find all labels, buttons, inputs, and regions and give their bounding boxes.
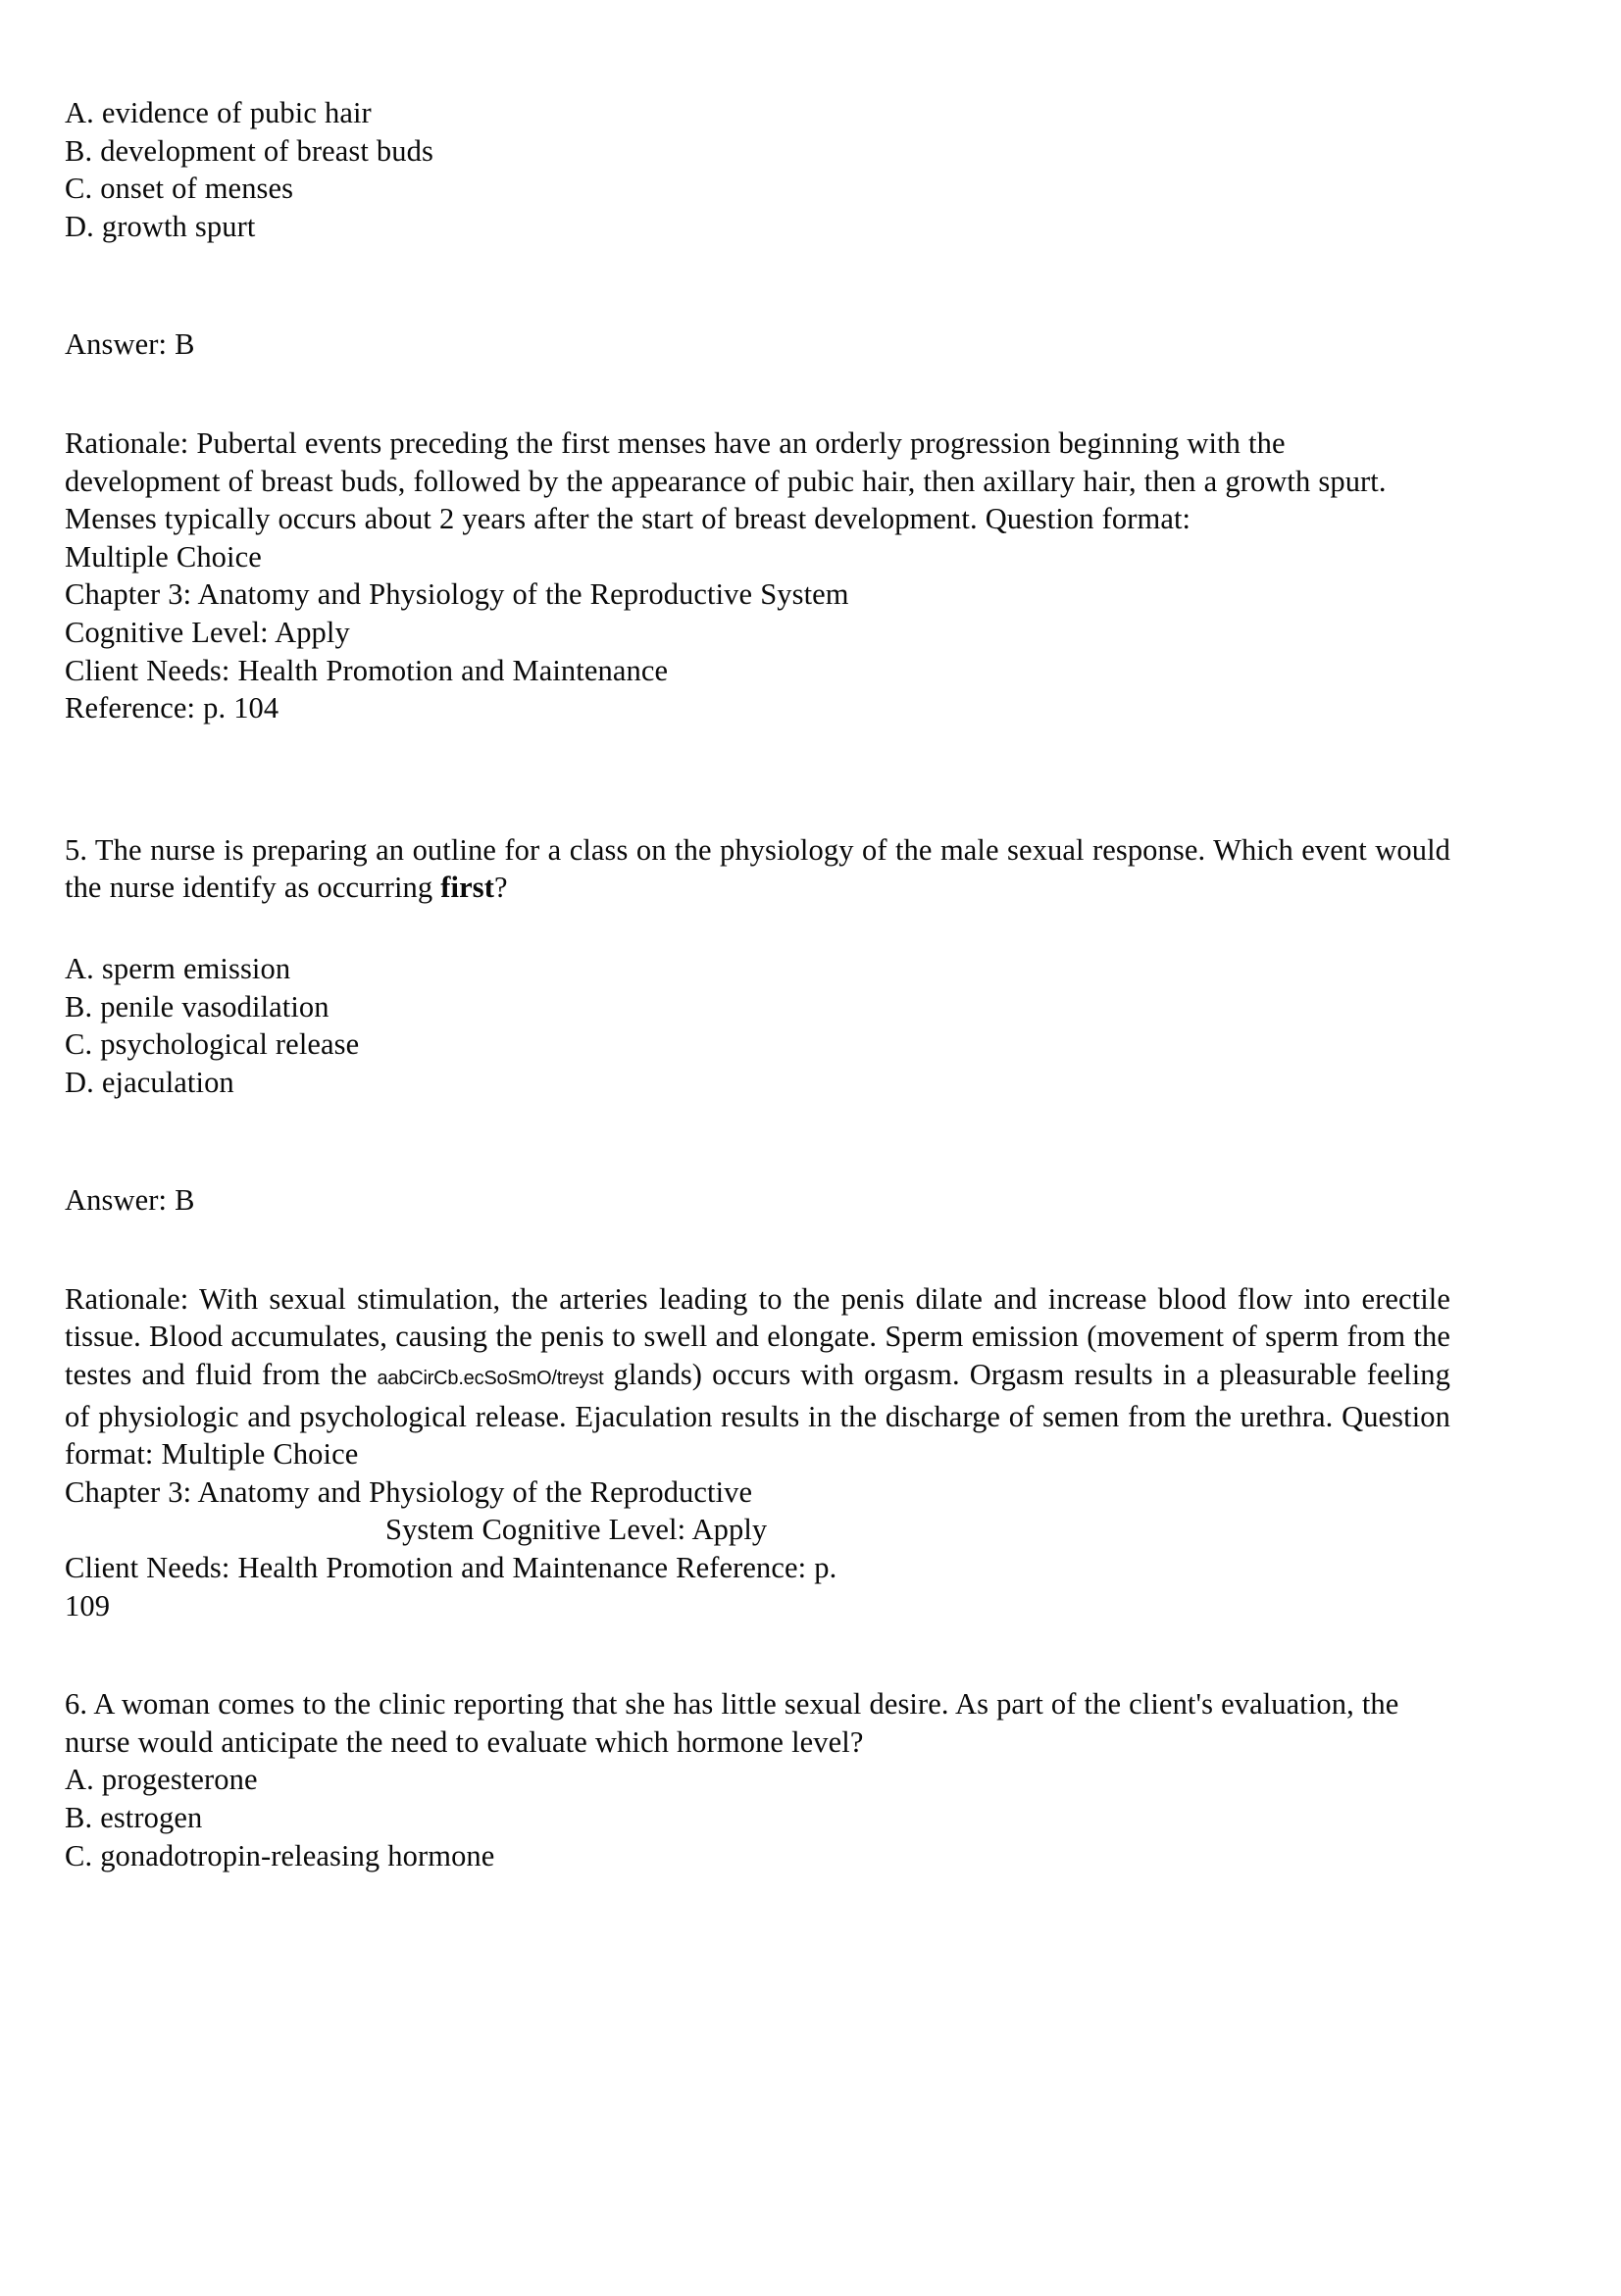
q4-rationale: Rationale: Pubertal events preceding the first menses have an orderly progression beginning with the development of breast buds, followed by the appearance of pubic hair, then axillary hair, then a growth spurt. Menses typically occurs about 2 years after the start of breast development. Question format: — [65, 425, 1387, 536]
q5-stem — [65, 831, 1450, 907]
q5-rationale-text-2: glands) occurs with orgasm. Orgasm results in a pleasurable feeling of physiologic and psychological release. Ejaculation results in the discharge of semen from the urethra. Question format: Multiple Choice — [65, 1358, 1450, 1472]
ocr-garbled-fragment: aabCirCb.ecSoSmO/treyst — [377, 1368, 604, 1390]
q5-rationale — [65, 1280, 1450, 1473]
spacer — [65, 1220, 1455, 1280]
q4-option-a[interactable]: A. evidence of pubic hair — [65, 96, 372, 129]
q5-answer: Answer: B — [65, 1183, 195, 1218]
q4-option-c[interactable]: C. onset of menses — [65, 172, 294, 206]
q6-stem: 6. A woman comes to the clinic reporting that she has little sexual desire. As part of the client's evaluation, the nurse would anticipate the need to evaluate which hormone level? — [65, 1687, 1399, 1759]
spacer — [65, 727, 1455, 808]
q5-stem-text-1: 5. The nurse is preparing an outline for a class on the physiology of the male sexual response. Which event would the nurse identify as occurring — [65, 832, 1450, 905]
q5-stem-text-2: ? — [494, 871, 508, 905]
q5-meta-system-cognitive: System Cognitive Level: Apply — [385, 1513, 768, 1547]
q5-option-c[interactable]: C. psychological release — [65, 1027, 360, 1062]
q6-option-c[interactable]: C. gonadotropin-releasing hormone — [65, 1838, 495, 1872]
spacer — [65, 1101, 1455, 1181]
q5-option-a[interactable]: A. sperm emission — [65, 951, 291, 985]
q5-meta-chapter: Chapter 3: Anatomy and Physiology of the Reproductive — [65, 1474, 753, 1509]
q6-option-a[interactable]: A. progesterone — [65, 1763, 258, 1797]
q4-meta-chapter: Chapter 3: Anatomy and Physiology of the Reproductive System — [65, 577, 849, 612]
q5-options-list — [65, 950, 1455, 1101]
q5-meta-reference-page: 109 — [65, 1588, 111, 1622]
q6-option-b[interactable]: B. estrogen — [65, 1801, 203, 1834]
q4-meta-client-needs: Client Needs: Health Promotion and Maintenance — [65, 653, 669, 687]
q4-meta-question-format: Multiple Choice — [65, 539, 262, 574]
q4-meta-cognitive-level: Cognitive Level: Apply — [65, 615, 350, 649]
q4-options-list — [65, 94, 1455, 245]
spacer — [65, 1624, 1455, 1685]
q4-meta-reference: Reference: p. 104 — [65, 691, 279, 725]
q4-option-d[interactable]: D. growth spurt — [65, 209, 256, 243]
q4-answer: Answer: B — [65, 327, 195, 362]
spacer — [65, 245, 1455, 325]
q5-rationale-text-1: Rationale: With sexual stimulation, the arteries leading to the penis dilate and increase blood flow into erectile tissue. Blood accumulates, causing the penis to swell and elongate. Sperm emission (movement of sperm from the testes and fluid from the — [65, 1281, 1450, 1392]
spacer — [65, 808, 1455, 831]
page-content — [65, 94, 1455, 1874]
spacer — [65, 364, 1455, 424]
q4-option-b[interactable]: B. development of breast buds — [65, 133, 433, 168]
spacer — [65, 907, 1455, 950]
q5-option-b[interactable]: B. penile vasodilation — [65, 989, 329, 1023]
q5-stem-emphasis: first — [440, 871, 494, 905]
q4-meta-block — [65, 538, 1455, 727]
q5-option-d[interactable]: D. ejaculation — [65, 1065, 234, 1099]
q5-meta-client-needs-reference: Client Needs: Health Promotion and Maintenance Reference: p. — [65, 1551, 837, 1585]
q6-options-list — [65, 1761, 1455, 1874]
q5-meta-block — [65, 1473, 1455, 1624]
